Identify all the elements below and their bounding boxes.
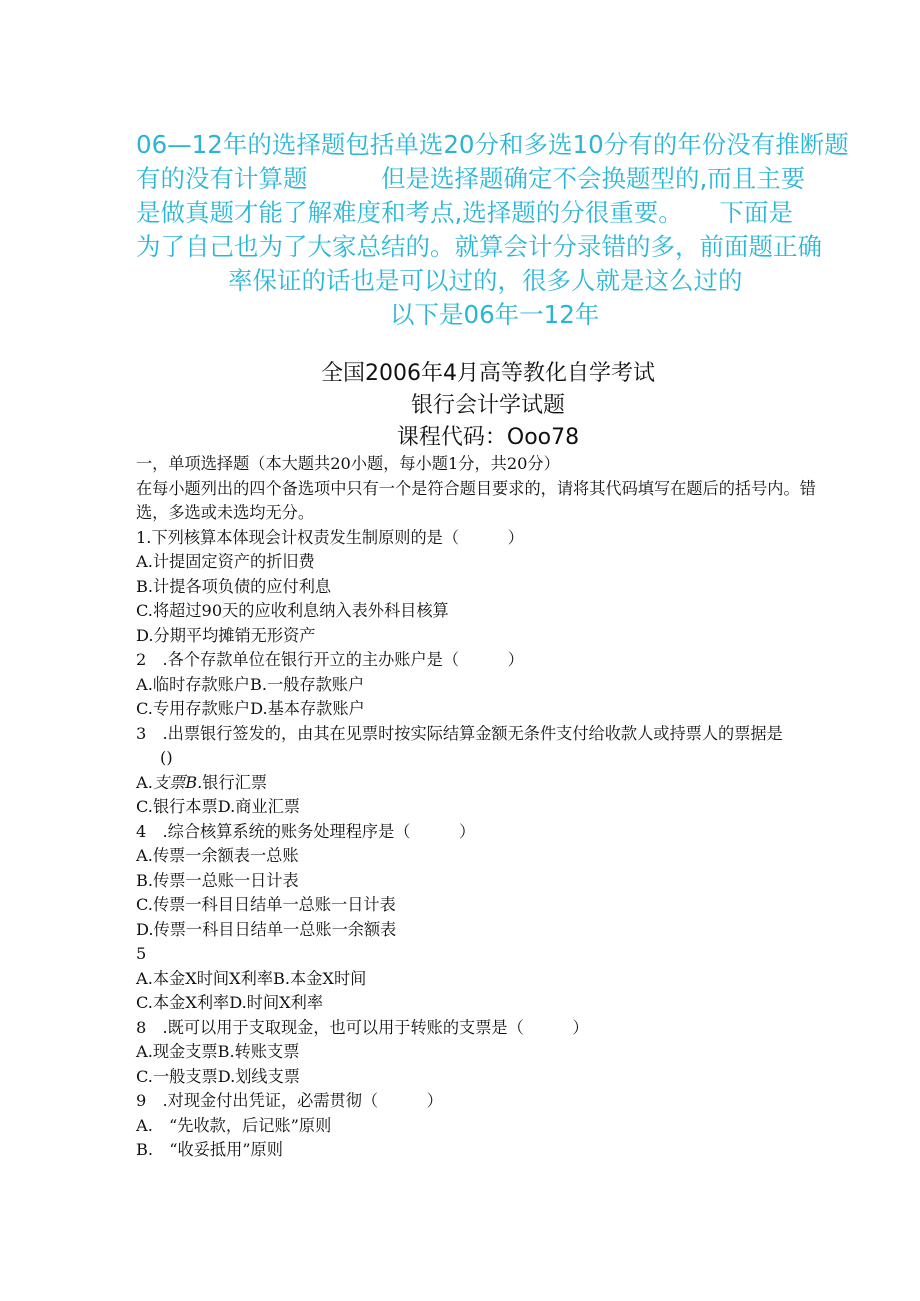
option: B. “收妥抵用”原则 [136,1140,283,1159]
section-heading: 一，单项选择题（本大题共20小题，每小题1分，共20分） [136,454,560,473]
option: C.本金X利率D.时间X利率 [136,993,324,1012]
option: A.本金X时间X利率B.本金X时间 [136,968,367,988]
option: C.专用存款账户D.基本存款账户 [136,699,365,718]
exam-header [0,358,920,454]
question-text: 4 .综合核算系统的账务处理程序是（ ） [136,821,476,841]
option: C.银行本票D.商业汇票 [136,797,300,816]
option [136,771,840,796]
section-instructions: 在每小题列出的四个备选项中只有一个是符合题目要求的，请将其代码填写在题后的括号内。错选，多选或未选均无分。 [136,478,816,522]
intro-line: 为了自己也为了大家总结的。就算会计分录错的多，前面题正确 [136,232,822,261]
option: B.传票一总账一日计表 [136,870,299,890]
intro-note [0,128,920,332]
course-code: 课程代码：Ooo78 [396,425,580,450]
option-rest: 银行汇票 [202,772,268,792]
question-text: 1.下列核算本体现会计权责发生制原则的是（ ） [136,527,524,547]
option: A.现金支票B.转账支票 [136,1042,300,1061]
option: B.计提各项负债的应付利息 [136,576,332,596]
option: C.将超过90天的应收利息纳入表外科目核算 [136,601,449,620]
answer-paren: () [160,748,173,767]
question-text: 8 .既可以用于支取现金，也可以用于转账的支票是（ ） [136,1017,589,1037]
intro-line: 以下是06年一12年 [390,300,600,329]
option-letter: A. [136,772,153,792]
question-section [136,452,840,1163]
option: C.一般支票D.划线支票 [136,1066,300,1086]
question-text: 3 .出票银行签发的，由其在见票时按实际结算金额无条件支付给收款人或持票人的票据是 [136,723,783,743]
question-text: 5 [136,944,147,963]
intro-line: 率保证的话也是可以过的，很多人就是这么过的 [228,266,743,295]
option: D.传票一科目日结单一总账一余额表 [136,919,397,939]
exam-title: 全国2006年4月高等教化自学考试 [321,361,655,386]
intro-line: 有的没有计算题 但是选择题确定不会换题型的,而且主要 [136,164,806,193]
option: A.临时存款账户B.一般存款账户 [136,674,365,694]
option: D.分期平均摊销无形资产 [136,625,316,645]
option: A. “先收款，后记账”原则 [136,1115,332,1135]
option: C.传票一科目日结单一总账一日计表 [136,895,396,914]
exam-subject: 银行会计学试题 [410,393,565,418]
intro-line: 是做真题才能了解难度和考点,选择题的分很重要。 下面是 [136,198,794,227]
option-italic: 支票B. [152,772,203,792]
option: A.计提固定资产的折旧费 [136,552,315,571]
question-text: 9 .对现金付出凭证，必需贯彻（ ） [136,1091,443,1110]
option: A.传票一余额表一总账 [136,846,299,865]
intro-line: 06—12年的选择题包括单选20分和多选10分有的年份没有推断题 [136,130,849,159]
question-text: 2 .各个存款单位在银行开立的主办账户是（ ） [136,650,524,669]
